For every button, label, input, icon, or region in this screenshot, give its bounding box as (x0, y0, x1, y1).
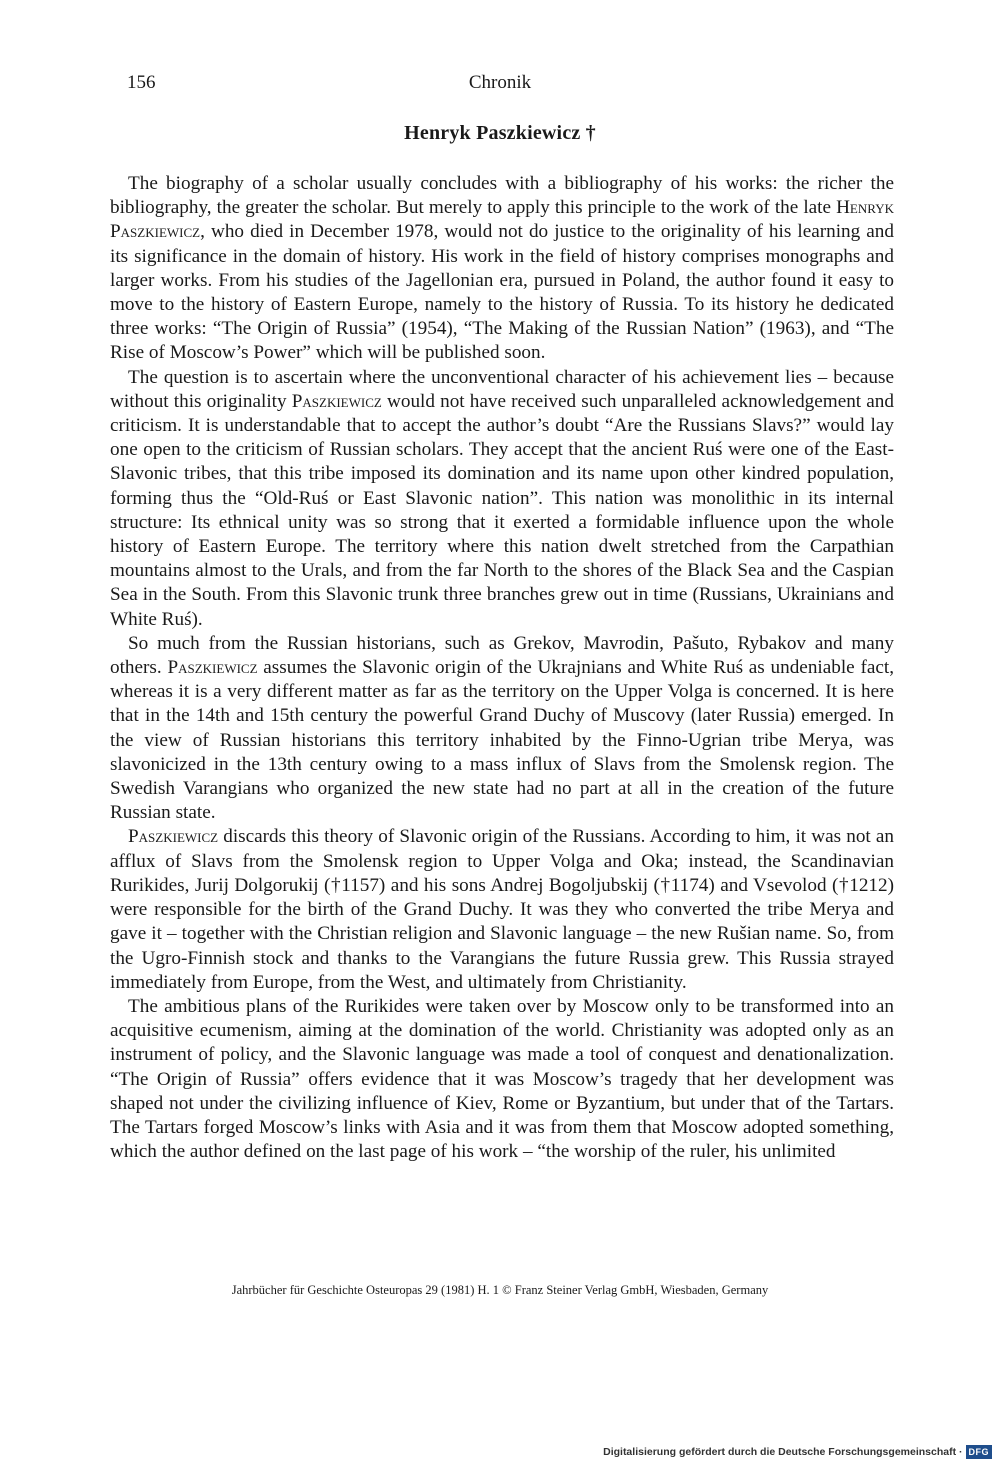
page-number: 156 (127, 72, 156, 93)
running-head: Chronik (468, 72, 532, 93)
paragraph-text: would not have received such unparalleled acknowledgement and criticism. It is understandable that to accept the author’s doubt “Are the Russians Slavs?” would lay one open to the criticism of Russian scholars. They accept that the ancient Ruś were one of the East-Slavonic tribes, that this tribe imposed its domination and its name upon other kindred population, forming thus the “Old-Ruś or East Slavonic nation”. This nation was monolithic in its internal structure: Its ethnical unity was so strong that it exerted a formidable influence upon the whole history of Eastern Europe. The territory where this nation dwelt stretched from the Carpathian mountains almost to the Urals, and from the far North to the shores of the Black Sea and the Caspian Sea in the South. From this Slavonic trunk three branches grew out in time (Russians, Ukrainians and White Ruś). (110, 390, 894, 630)
paragraph-text: assumes the Slavonic origin of the Ukrajnians and White Ruś as undeniable fact, whereas it is a very different matter as far as the territory on the Upper Volga is concerned. It is here that in the 14th and 15th century the powerful Grand Duchy of Muscovy (later Russia) emerged. In the view of Russian historians this territory inhabited by the Finno-Ugrian tribe Merya, was slavonicized in the 13th century owing to a mass influx of Slavs from the Smolensk region. The Swedish Varangians who organized the new state had no part at all in the creation of the future Russian state. (110, 657, 894, 824)
body-paragraph (110, 366, 894, 632)
body-paragraph (110, 632, 894, 826)
paragraph-text: discards this theory of Slavonic origin of the Russians. According to him, it was not an afflux of Slavs from the Smolensk region to Upper Volga and Oka; instead, the Scandinavian Rurikides, Jurij Dolgorukij (†1157) and his sons Andrej Bogoljubskij (†1174) and Vsevolod (†1212) were responsible for the birth of the Grand Duchy. It was they who converted the tribe Merya and gave it – together with the Christian religion and Slavonic language – the new Rušian name. So, from the Ugro-Finnish stock and thanks to the Varangians the future Russia grew. This Russia strayed immediately from Europe, from the West, and ultimately from Christianity. (110, 826, 894, 993)
body-paragraph (110, 995, 894, 1164)
author-name-smallcaps: Paszkiewicz (167, 657, 258, 679)
digitization-credit (603, 1445, 992, 1459)
author-name-smallcaps: Paszkiewicz (291, 390, 382, 412)
author-name-smallcaps: Henryk Paszkiewicz (110, 197, 894, 243)
paragraph-text: The biography of a scholar usually concludes with a bibliography of his works: the richer the bibliography, the greater the scholar. But merely to apply this principle to the work of the late (110, 173, 894, 219)
paragraph-text: The ambitious plans of the Rurikides were taken over by Moscow only to be transformed into an acquisitive ecumenism, aiming at the domination of the world. Christianity was adopted only as an instrument of policy, and the Slavonic language was made a tool of conquest and denationalization. “The Origin of Russia” offers evidence that it was Moscow’s tragedy that her development was shaped not under the civilizing influence of Kiev, Rome or Byzantium, but under that of the Tartars. The Tartars forged Moscow’s links with Asia and it was from them that Moscow adopted something, which the author defined on the last page of his work – “the worship of the ruler, his unlimited (110, 995, 894, 1163)
body-paragraph (110, 172, 894, 366)
paragraph-text: So much from the Russian historians, such as Grekov, Mavrodin, Pašuto, Rybakov and many others. (110, 632, 894, 679)
article-title: Henryk Paszkiewicz † (404, 122, 596, 144)
dfg-logo: DFG (966, 1445, 993, 1459)
author-name-smallcaps: Paszkiewicz (128, 826, 219, 848)
digitization-credit-text: Digitalisierung gefördert durch die Deutsche Forschungsgemeinschaft · (603, 1446, 963, 1458)
paragraph-text: , who died in December 1978, would not do justice to the originality of his learning and its significance in the domain of history. His work in the field of history comprises monographs and larger works. From his studies of the Jagellonian era, pursued in Poland, the author found it easy to move to the history of Eastern Europe, namely to the history of Russia. To its history he dedicated three works: “The Origin of Russia” (1954), “The Making of the Russian Nation” (1963), and “The Rise of Moscow’s Power” which will be published soon. (110, 221, 894, 364)
paragraph-text: The question is to ascertain where the unconventional character of his achievement lies – because without this originality (110, 366, 894, 412)
body-paragraph (110, 825, 894, 994)
article-body (110, 172, 894, 1164)
journal-citation-footer: Jahrbücher für Geschichte Osteuropas 29 (1981) H. 1 © Franz Steiner Verlag GmbH, Wiesbaden, Germany (231, 1283, 769, 1297)
